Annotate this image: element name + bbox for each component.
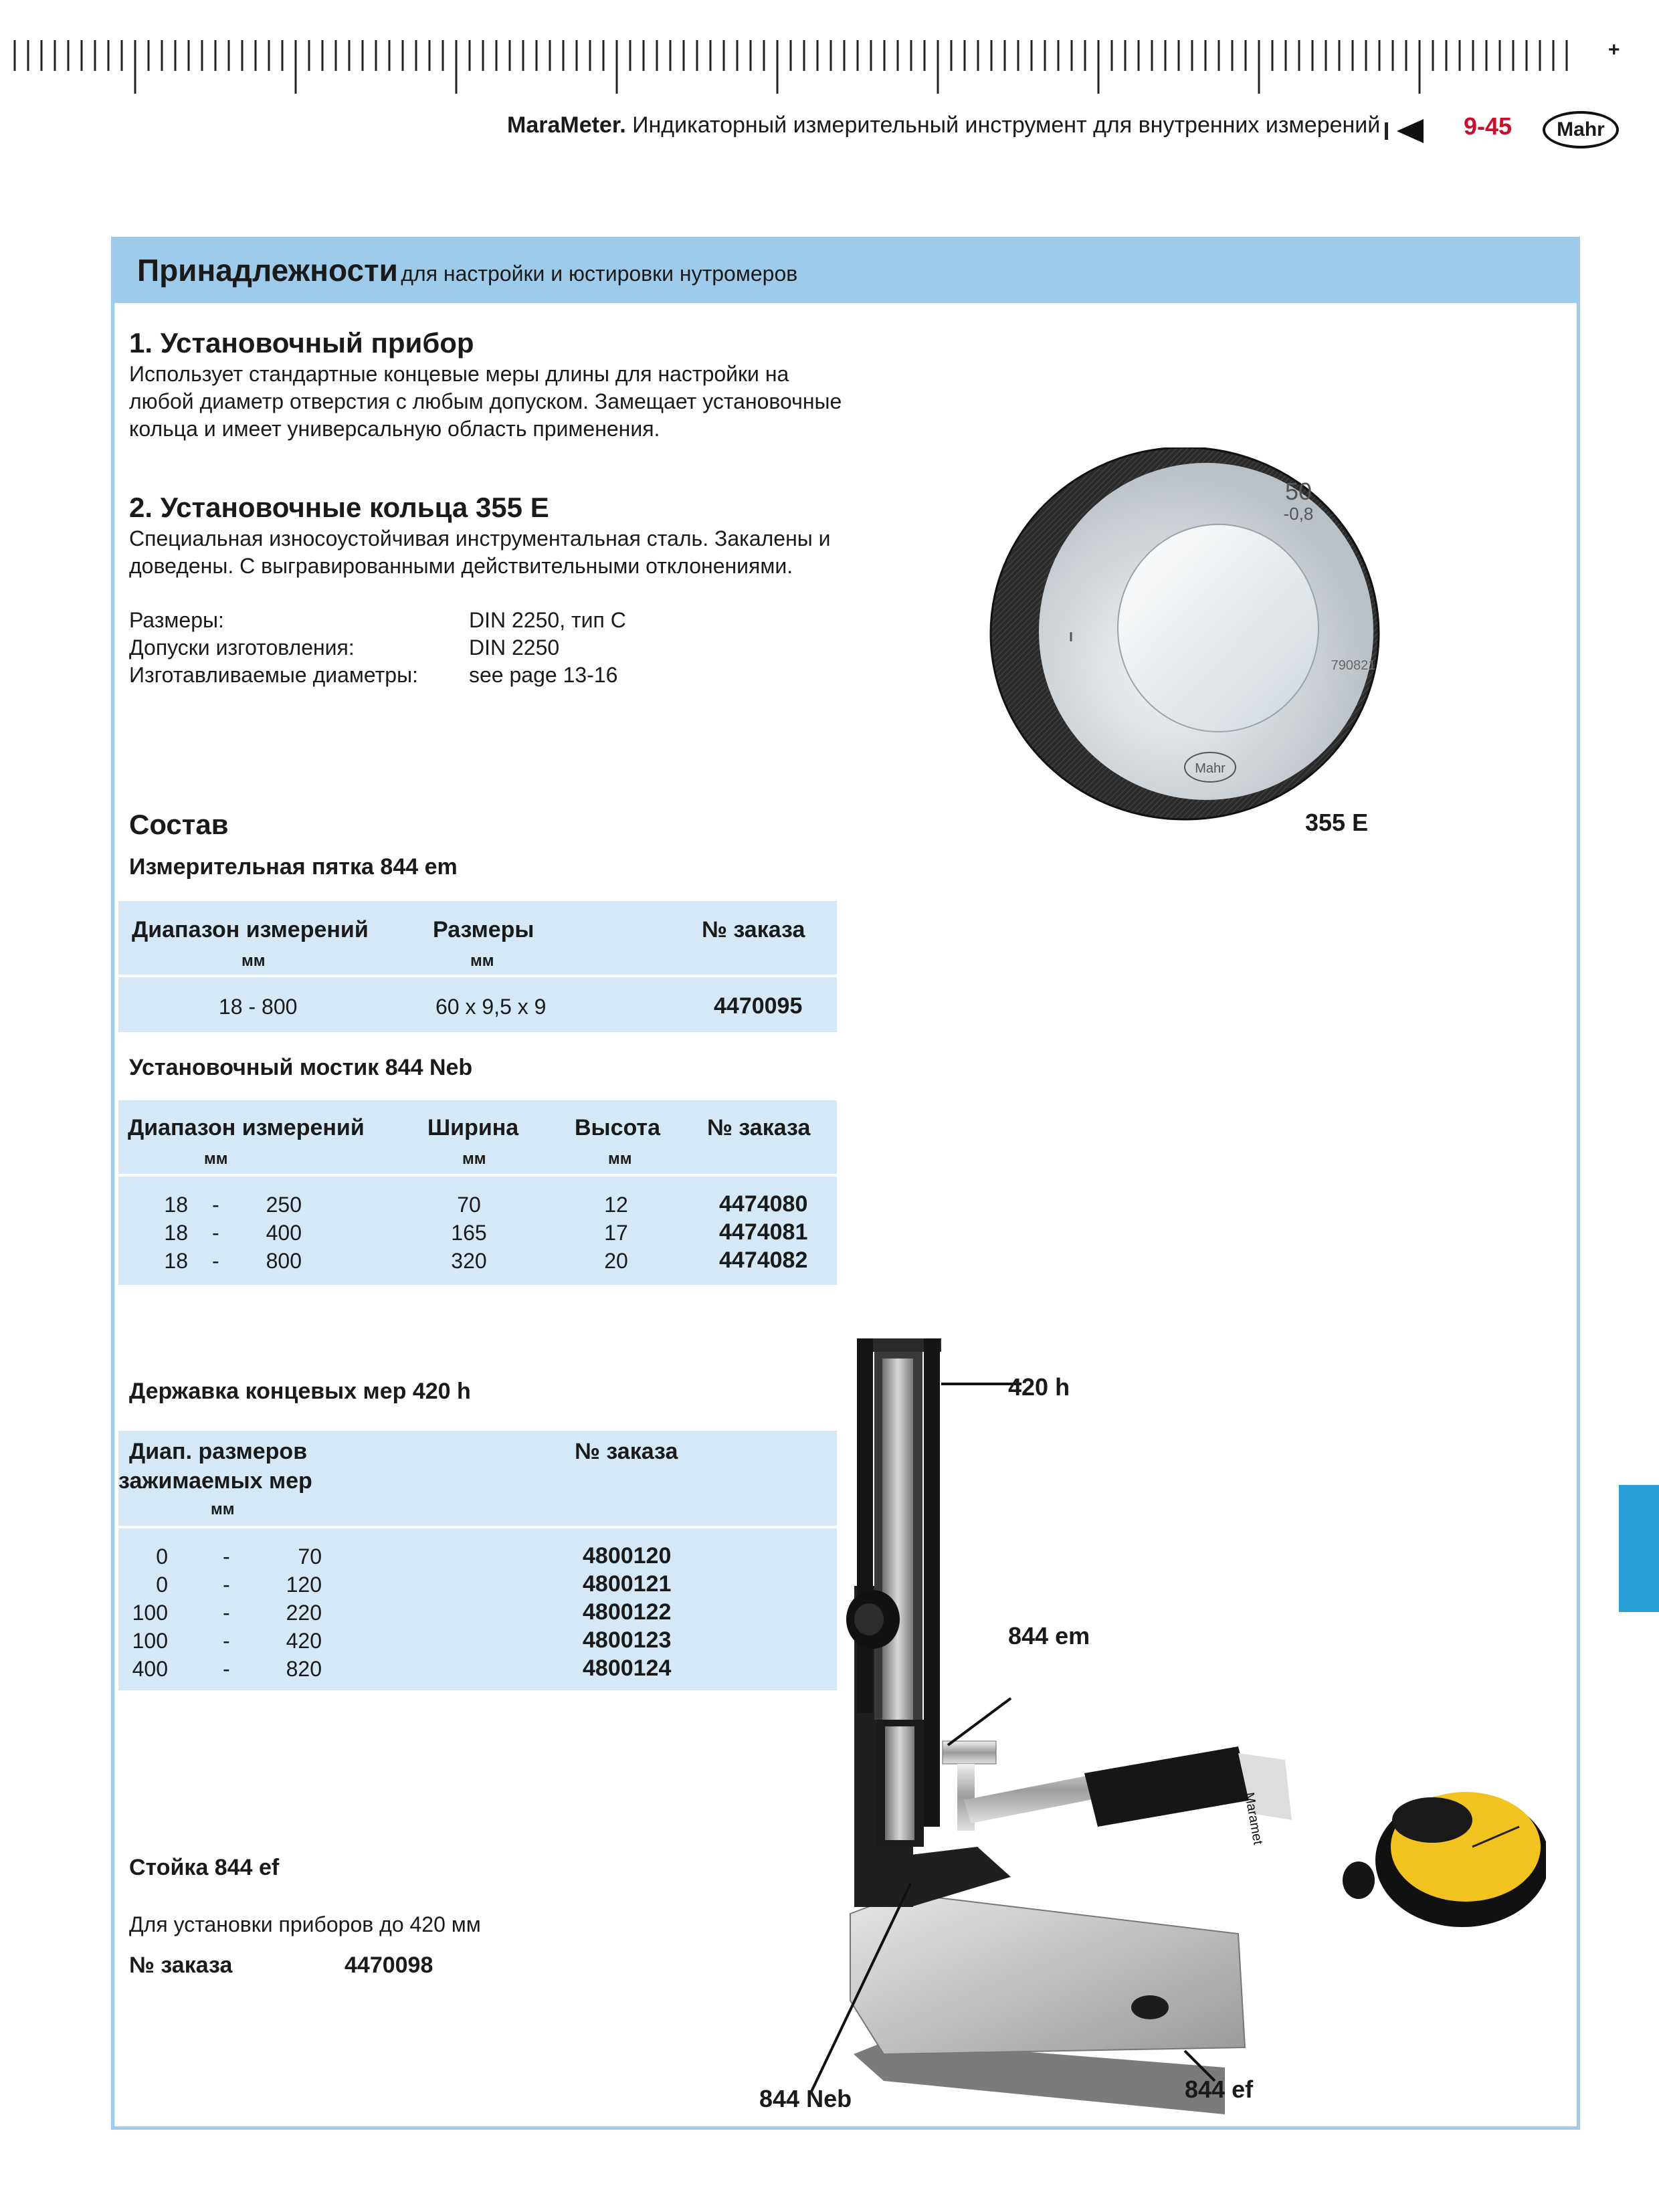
table-420h-title: Державка концевых мер 420 h [129, 1379, 471, 1404]
spec-label: Размеры: [129, 608, 224, 632]
table-cell: - [223, 1601, 230, 1625]
table-cell: 100 [132, 1629, 168, 1653]
spec-value: DIN 2250 [469, 635, 560, 660]
triangle-left-icon [1395, 118, 1425, 144]
table-844neb-title: Установочный мостик 844 Neb [129, 1055, 473, 1080]
spec-label: Допуски изготовления: [129, 635, 355, 660]
table-cell: 100 [132, 1601, 168, 1625]
table-cell: 400 [266, 1221, 302, 1245]
table-unit: мм [470, 952, 494, 970]
order-number: 4474081 [719, 1219, 808, 1245]
header-title-bold: MaraMeter. [507, 112, 626, 138]
item1-line: Использует стандартные концевые меры длины для настройки на [129, 362, 789, 386]
gauge-barrel-text: Maramet [1242, 1791, 1266, 1846]
table-cell: 0 [156, 1544, 168, 1569]
spec-value: DIN 2250, тип C [469, 608, 626, 632]
table-header: Размеры [433, 917, 534, 942]
order-number: 4470095 [714, 993, 803, 1019]
table-header: № заказа [707, 1115, 811, 1140]
order-number: 4474082 [719, 1247, 808, 1273]
header-separator [1385, 122, 1388, 140]
table-cell: - [223, 1573, 230, 1597]
table-cell: 20 [604, 1249, 628, 1273]
table-cell: 18 [164, 1193, 188, 1217]
section-heading [137, 252, 797, 288]
table-divider [118, 1174, 837, 1177]
spec-value: see page 13-16 [469, 663, 618, 687]
table-cell: 320 [451, 1249, 487, 1273]
order-number: 4474080 [719, 1191, 808, 1217]
table-844em-title: Измерительная пятка 844 em [129, 854, 458, 880]
table-cell: 60 x 9,5 x 9 [435, 995, 547, 1019]
item1-heading: 1. Установочный прибор [129, 327, 474, 359]
print-ruler [13, 40, 1572, 94]
table-header: № заказа [575, 1439, 678, 1464]
spec-row [129, 634, 798, 662]
table-cell: 0 [156, 1573, 168, 1597]
item2-text [129, 525, 932, 580]
table-cell: 70 [298, 1544, 322, 1569]
page-number: 9-45 [1464, 112, 1512, 140]
ring-caption: 355 E [1305, 809, 1369, 836]
mahr-logo-text: Mahr [1557, 118, 1605, 140]
order-number: 4800121 [583, 1571, 672, 1597]
table-header: № заказа [702, 917, 805, 942]
stand-title: Стойка 844 ef [129, 1855, 280, 1880]
table-cell: 820 [286, 1657, 322, 1681]
spec-row [129, 662, 798, 689]
stand-order-number: 4470098 [345, 1952, 433, 1978]
table-header: Высота [575, 1115, 660, 1140]
item1-line: кольца и имеет универсальную область применения. [129, 417, 660, 441]
order-number: 4800122 [583, 1599, 672, 1625]
table-header: Диап. размеров [129, 1439, 308, 1464]
table-cell: 120 [286, 1573, 322, 1597]
table-unit: мм [241, 952, 266, 970]
ring-size-engraving: 50 [1284, 478, 1312, 505]
setting-ring-image [984, 447, 1506, 1083]
table-cell: 18 [164, 1221, 188, 1245]
item1-text [129, 361, 932, 443]
table-header: Диапазон измерений [132, 917, 369, 942]
spec-label: Изготавливаемые диаметры: [129, 663, 418, 687]
registration-plus: + [1608, 39, 1620, 61]
table-cell: 400 [132, 1657, 168, 1681]
table-cell: 220 [286, 1601, 322, 1625]
table-header: Диапазон измерений [128, 1115, 365, 1140]
callout-844ef: 844 ef [1185, 2076, 1254, 2103]
table-cell: 420 [286, 1629, 322, 1653]
order-number: 4800123 [583, 1627, 672, 1653]
table-divider [118, 975, 837, 977]
item2-specs [129, 607, 798, 689]
table-cell: 165 [451, 1221, 487, 1245]
table-cell: 800 [266, 1249, 302, 1273]
table-cell: 250 [266, 1193, 302, 1217]
ring-serial-engraving: 790821 [1331, 658, 1376, 673]
table-cell: 18 - 800 [219, 995, 298, 1019]
header-title: Индикаторный измерительный инструмент для внутренних измерений [625, 112, 1381, 138]
ring-logo-engraving: Mahr [1195, 761, 1226, 776]
callout-420h: 420 h [1008, 1373, 1070, 1401]
ring-deviation-engraving: -0,8 [1283, 504, 1314, 524]
table-unit: мм [211, 1500, 235, 1518]
item2-line: доведены. С выгравированными действительными отклонениями. [129, 554, 793, 578]
section-subtitle: для настройки и юстировки нутромеров [401, 262, 798, 286]
item2-heading: 2. Установочные кольца 355 E [129, 492, 549, 523]
setting-assembly-image [810, 1332, 1546, 2128]
callout-844em: 844 em [1008, 1622, 1090, 1649]
table-header: Ширина [427, 1115, 519, 1140]
table-divider [118, 1526, 837, 1528]
table-cell: - [223, 1657, 230, 1681]
table-cell: - [212, 1193, 219, 1217]
table-unit: мм [462, 1150, 486, 1168]
mahr-logo [1543, 111, 1619, 148]
item2-line: Специальная износоустойчивая инструментальная сталь. Закалены и [129, 526, 831, 550]
stand-description: Для установки приборов до 420 мм [129, 1912, 481, 1936]
order-number: 4800120 [583, 1543, 672, 1569]
spec-row [129, 607, 798, 634]
table-cell: - [223, 1629, 230, 1653]
table-cell: - [212, 1249, 219, 1273]
table-cell: 70 [457, 1193, 481, 1217]
table-unit: мм [608, 1150, 632, 1168]
composition-title: Состав [129, 809, 229, 840]
table-unit: мм [204, 1150, 228, 1168]
item1-line: любой диаметр отверстия с любым допуском. Замещает установочные [129, 389, 842, 413]
table-cell: - [223, 1544, 230, 1569]
table-header: зажимаемых мер [118, 1468, 312, 1494]
chapter-tab [1619, 1485, 1659, 1612]
callout-844neb: 844 Neb [759, 2085, 852, 2112]
order-number: 4800124 [583, 1655, 672, 1681]
stand-order-label: № заказа [129, 1952, 233, 1978]
running-header [507, 112, 1380, 138]
table-cell: 18 [164, 1249, 188, 1273]
section-title: Принадлежности [137, 253, 398, 288]
table-cell: 12 [604, 1193, 628, 1217]
table-cell: 17 [604, 1221, 628, 1245]
table-cell: - [212, 1221, 219, 1245]
accessories-panel [111, 237, 1580, 2130]
